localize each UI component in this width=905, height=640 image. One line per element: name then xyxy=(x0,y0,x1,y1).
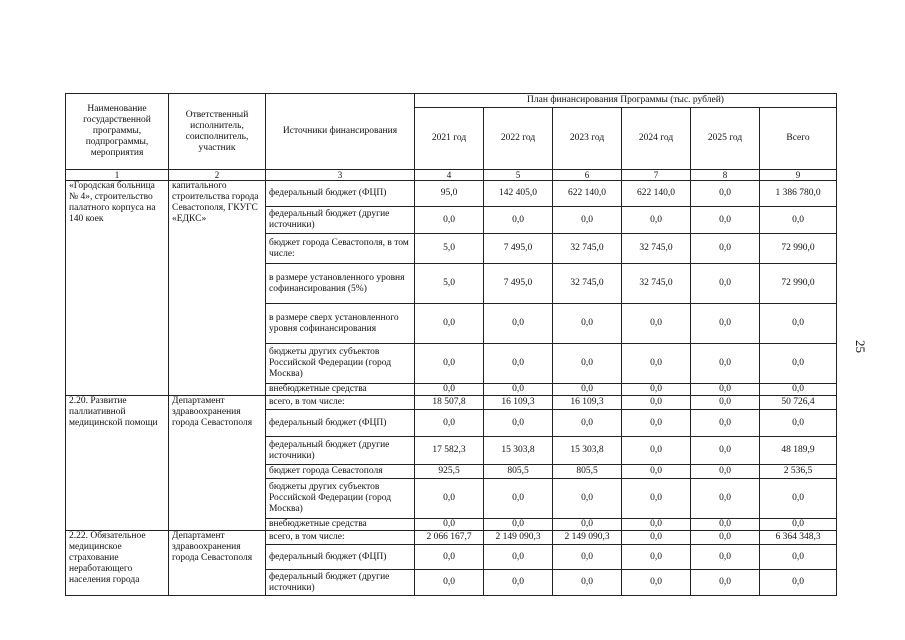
year-value: 0,0 xyxy=(484,570,553,596)
page-number: 25 xyxy=(853,340,868,353)
year-value: 0,0 xyxy=(415,545,484,570)
year-value: 0,0 xyxy=(622,304,691,344)
funding-source: бюджеты других субъектов Российской Федерации (город Москва) xyxy=(266,479,415,519)
total-value: 0,0 xyxy=(760,479,837,519)
year-value: 0,0 xyxy=(622,465,691,479)
year-value: 0,0 xyxy=(415,479,484,519)
year-value: 0,0 xyxy=(622,570,691,596)
year-value: 0,0 xyxy=(622,410,691,437)
year-value: 0,0 xyxy=(484,479,553,519)
year-value: 0,0 xyxy=(691,545,760,570)
total-value: 0,0 xyxy=(760,410,837,437)
year-value: 16 109,3 xyxy=(553,396,622,410)
total-value: 0,0 xyxy=(760,570,837,596)
column-index: 1 xyxy=(66,170,169,181)
funding-source: бюджеты других субъектов Российской Федерации (город Москва) xyxy=(266,344,415,384)
total-value: 50 726,4 xyxy=(760,396,837,410)
total-value: 1 386 780,0 xyxy=(760,181,837,207)
year-value: 0,0 xyxy=(553,304,622,344)
column-index: 7 xyxy=(622,170,691,181)
year-value: 0,0 xyxy=(415,304,484,344)
header-sources: Источники финансирования xyxy=(266,94,415,170)
year-value: 0,0 xyxy=(622,437,691,465)
funding-source: федеральный бюджет (другие источники) xyxy=(266,207,415,234)
funding-source: бюджет города Севастополя, в том числе: xyxy=(266,234,415,264)
year-value: 32 745,0 xyxy=(622,234,691,264)
total-value: 0,0 xyxy=(760,384,837,396)
year-value: 0,0 xyxy=(691,437,760,465)
year-value: 0,0 xyxy=(484,545,553,570)
year-value: 0,0 xyxy=(691,207,760,234)
year-value: 0,0 xyxy=(691,465,760,479)
year-value: 0,0 xyxy=(484,304,553,344)
column-index: 3 xyxy=(266,170,415,181)
year-value: 0,0 xyxy=(691,384,760,396)
year-value: 0,0 xyxy=(691,519,760,531)
table-row xyxy=(66,181,837,207)
table-body xyxy=(66,181,837,596)
year-value: 0,0 xyxy=(691,264,760,304)
column-index: 8 xyxy=(691,170,760,181)
column-index-row xyxy=(66,170,837,181)
year-value: 5,0 xyxy=(415,234,484,264)
year-value: 0,0 xyxy=(622,396,691,410)
total-value: 48 189,9 xyxy=(760,437,837,465)
total-value: 0,0 xyxy=(760,304,837,344)
year-value: 622 140,0 xyxy=(553,181,622,207)
year-value: 2 066 167,7 xyxy=(415,531,484,545)
year-value: 0,0 xyxy=(484,344,553,384)
year-value: 0,0 xyxy=(691,570,760,596)
year-value: 0,0 xyxy=(622,207,691,234)
funding-source: в размере установленного уровня софинансирования (5%) xyxy=(266,264,415,304)
year-value: 0,0 xyxy=(484,519,553,531)
header-year: 2021 год xyxy=(415,108,484,170)
year-value: 0,0 xyxy=(622,384,691,396)
year-value: 622 140,0 xyxy=(622,181,691,207)
year-value: 0,0 xyxy=(691,234,760,264)
funding-source: федеральный бюджет (другие источники) xyxy=(266,570,415,596)
funding-source: внебюджетные средства xyxy=(266,519,415,531)
year-value: 0,0 xyxy=(553,384,622,396)
funding-source: федеральный бюджет (ФЦП) xyxy=(266,410,415,437)
year-value: 32 745,0 xyxy=(622,264,691,304)
year-value: 0,0 xyxy=(553,570,622,596)
year-value: 2 149 090,3 xyxy=(553,531,622,545)
header-total: Всего xyxy=(760,108,837,170)
year-value: 7 495,0 xyxy=(484,234,553,264)
header-plan: План финансирования Программы (тыс. рублей) xyxy=(415,94,837,108)
year-value: 0,0 xyxy=(622,531,691,545)
column-index: 6 xyxy=(553,170,622,181)
year-value: 0,0 xyxy=(553,545,622,570)
funding-source: бюджет города Севастополя xyxy=(266,465,415,479)
funding-source: федеральный бюджет (другие источники) xyxy=(266,437,415,465)
year-value: 2 149 090,3 xyxy=(484,531,553,545)
total-value: 0,0 xyxy=(760,344,837,384)
year-value: 0,0 xyxy=(691,304,760,344)
total-value: 2 536,5 xyxy=(760,465,837,479)
year-value: 0,0 xyxy=(553,344,622,384)
year-value: 0,0 xyxy=(484,207,553,234)
year-value: 5,0 xyxy=(415,264,484,304)
table-row xyxy=(66,396,837,410)
year-value: 0,0 xyxy=(691,410,760,437)
year-value: 0,0 xyxy=(553,410,622,437)
year-value: 0,0 xyxy=(484,410,553,437)
column-index: 2 xyxy=(169,170,266,181)
header-responsible: Ответственный исполнитель, соисполнитель, участник xyxy=(169,94,266,170)
year-value: 7 495,0 xyxy=(484,264,553,304)
year-value: 0,0 xyxy=(553,519,622,531)
year-value: 0,0 xyxy=(691,479,760,519)
column-index: 9 xyxy=(760,170,837,181)
funding-source: всего, в том числе: xyxy=(266,396,415,410)
year-value: 95,0 xyxy=(415,181,484,207)
year-value: 0,0 xyxy=(415,344,484,384)
total-value: 0,0 xyxy=(760,519,837,531)
year-value: 805,5 xyxy=(484,465,553,479)
year-value: 0,0 xyxy=(415,207,484,234)
total-value: 72 990,0 xyxy=(760,264,837,304)
year-value: 0,0 xyxy=(622,519,691,531)
year-value: 925,5 xyxy=(415,465,484,479)
year-value: 142 405,0 xyxy=(484,181,553,207)
responsible-executor: Департамент здравоохранения города Севастополя xyxy=(169,531,266,596)
year-value: 805,5 xyxy=(553,465,622,479)
year-value: 0,0 xyxy=(691,344,760,384)
financing-table xyxy=(65,93,837,596)
year-value: 15 303,8 xyxy=(553,437,622,465)
year-value: 18 507,8 xyxy=(415,396,484,410)
year-value: 0,0 xyxy=(415,410,484,437)
header-year: 2023 год xyxy=(553,108,622,170)
year-value: 17 582,3 xyxy=(415,437,484,465)
header-year: 2024 год xyxy=(622,108,691,170)
year-value: 32 745,0 xyxy=(553,234,622,264)
year-value: 0,0 xyxy=(691,396,760,410)
funding-source: внебюджетные средства xyxy=(266,384,415,396)
year-value: 15 303,8 xyxy=(484,437,553,465)
column-index: 4 xyxy=(415,170,484,181)
table-row xyxy=(66,531,837,545)
column-index: 5 xyxy=(484,170,553,181)
funding-source: в размере сверх установленного уровня софинансирования xyxy=(266,304,415,344)
measure-name: 2.20. Развитие паллиативной медицинской помощи xyxy=(66,396,169,531)
year-value: 0,0 xyxy=(415,570,484,596)
funding-source: всего, в том числе: xyxy=(266,531,415,545)
total-value: 6 364 348,3 xyxy=(760,531,837,545)
header-name: Наименование государственной программы, подпрограммы, мероприятия xyxy=(66,94,169,170)
funding-source: федеральный бюджет (ФЦП) xyxy=(266,545,415,570)
year-value: 0,0 xyxy=(691,181,760,207)
year-value: 0,0 xyxy=(622,344,691,384)
year-value: 32 745,0 xyxy=(553,264,622,304)
header-year: 2022 год xyxy=(484,108,553,170)
responsible-executor: капитального строительства города Севастополя, ГКУГС «ЕДКС» xyxy=(169,181,266,396)
total-value: 0,0 xyxy=(760,207,837,234)
funding-source: федеральный бюджет (ФЦП) xyxy=(266,181,415,207)
year-value: 0,0 xyxy=(415,519,484,531)
total-value: 0,0 xyxy=(760,545,837,570)
total-value: 72 990,0 xyxy=(760,234,837,264)
header-year: 2025 год xyxy=(691,108,760,170)
year-value: 0,0 xyxy=(553,479,622,519)
year-value: 0,0 xyxy=(622,545,691,570)
year-value: 0,0 xyxy=(415,384,484,396)
year-value: 0,0 xyxy=(691,531,760,545)
measure-name: 2.22. Обязательное медицинское страхование неработающего населения города xyxy=(66,531,169,596)
year-value: 0,0 xyxy=(553,207,622,234)
measure-name: «Городская больница № 4», строительство палатного корпуса на 140 коек xyxy=(66,181,169,396)
year-value: 0,0 xyxy=(622,479,691,519)
responsible-executor: Департамент здравоохранения города Севастополя xyxy=(169,396,266,531)
year-value: 0,0 xyxy=(484,384,553,396)
year-value: 16 109,3 xyxy=(484,396,553,410)
